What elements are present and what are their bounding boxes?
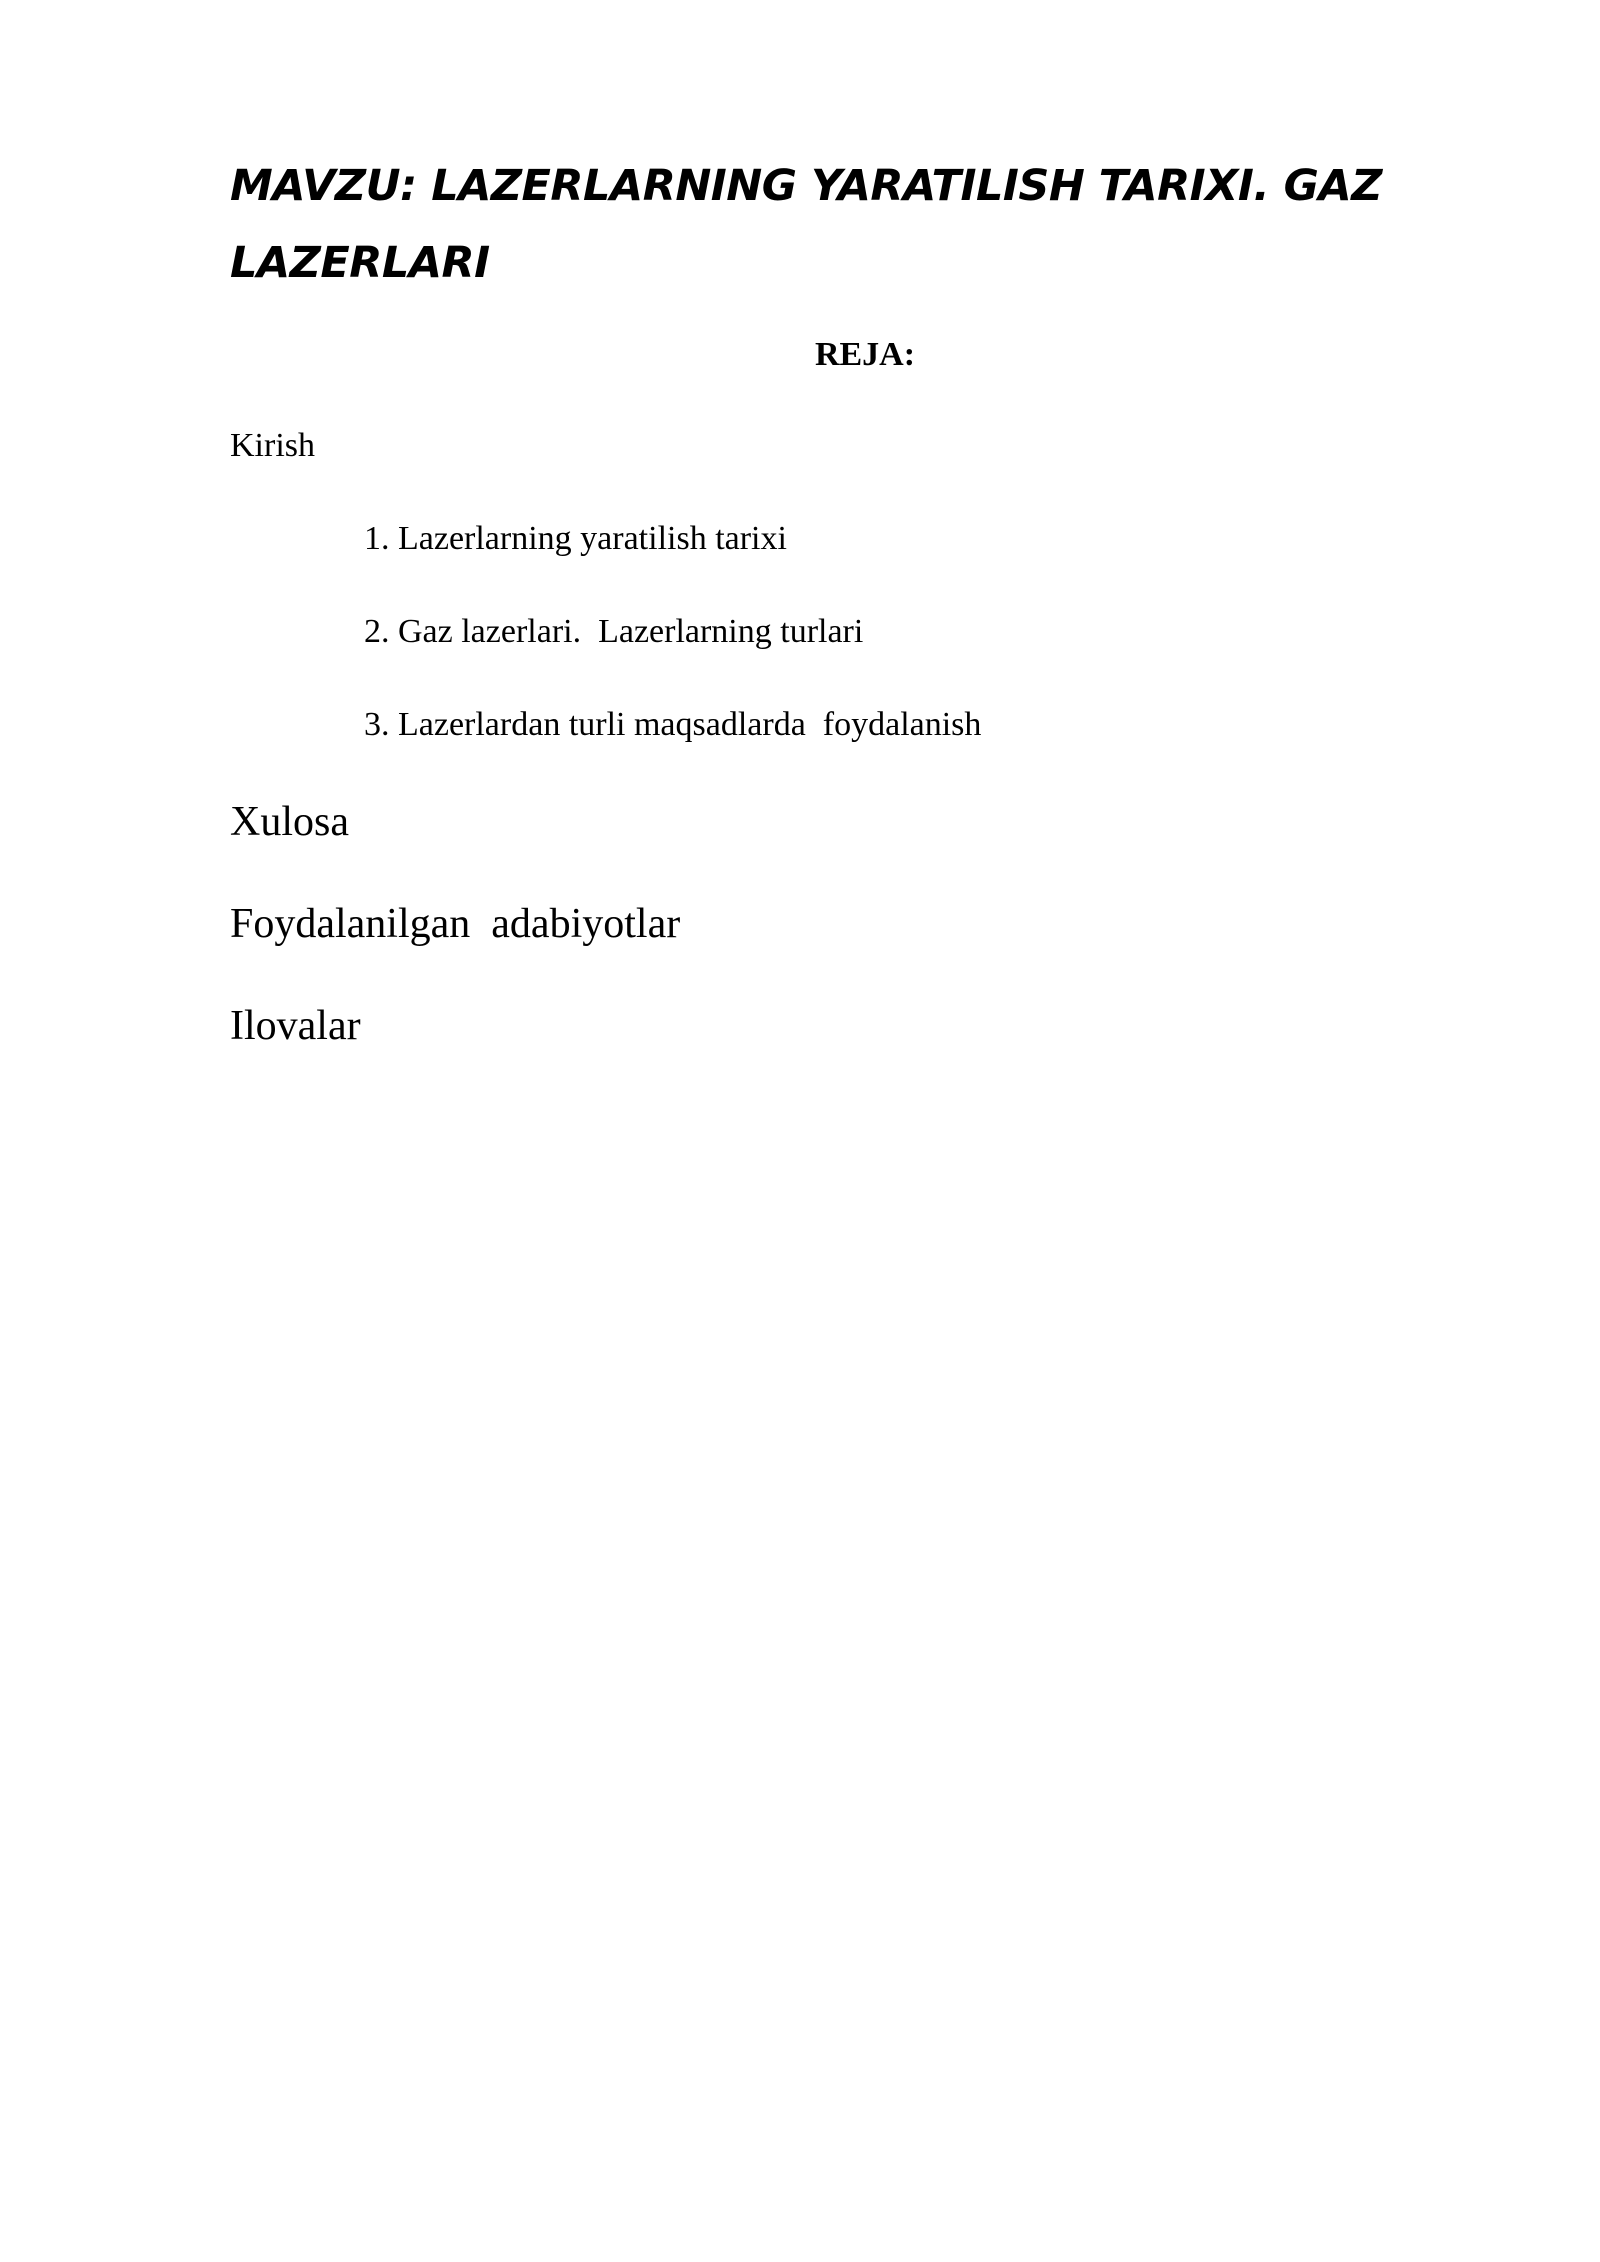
document-title: MAVZU: LAZERLARNING YARATILISH TARIXI. GAZ LAZERLARI [230,161,1382,288]
plan-item: 1. Lazerlarning yaratilish tarixi [364,520,787,557]
intro-entry: Kirish [230,427,315,464]
appendix-entry: Ilovalar [230,1003,361,1049]
plan-item: 2. Gaz lazerlari. Lazerlarning turlari [364,613,864,650]
plan-item: 3. Lazerlardan turli maqsadlarda foydalanish [364,706,982,743]
references-entry: Foydalanilgan adabiyotlar [230,901,681,947]
conclusion-entry: Xulosa [230,799,349,845]
plan-heading: REJA: [814,336,916,373]
